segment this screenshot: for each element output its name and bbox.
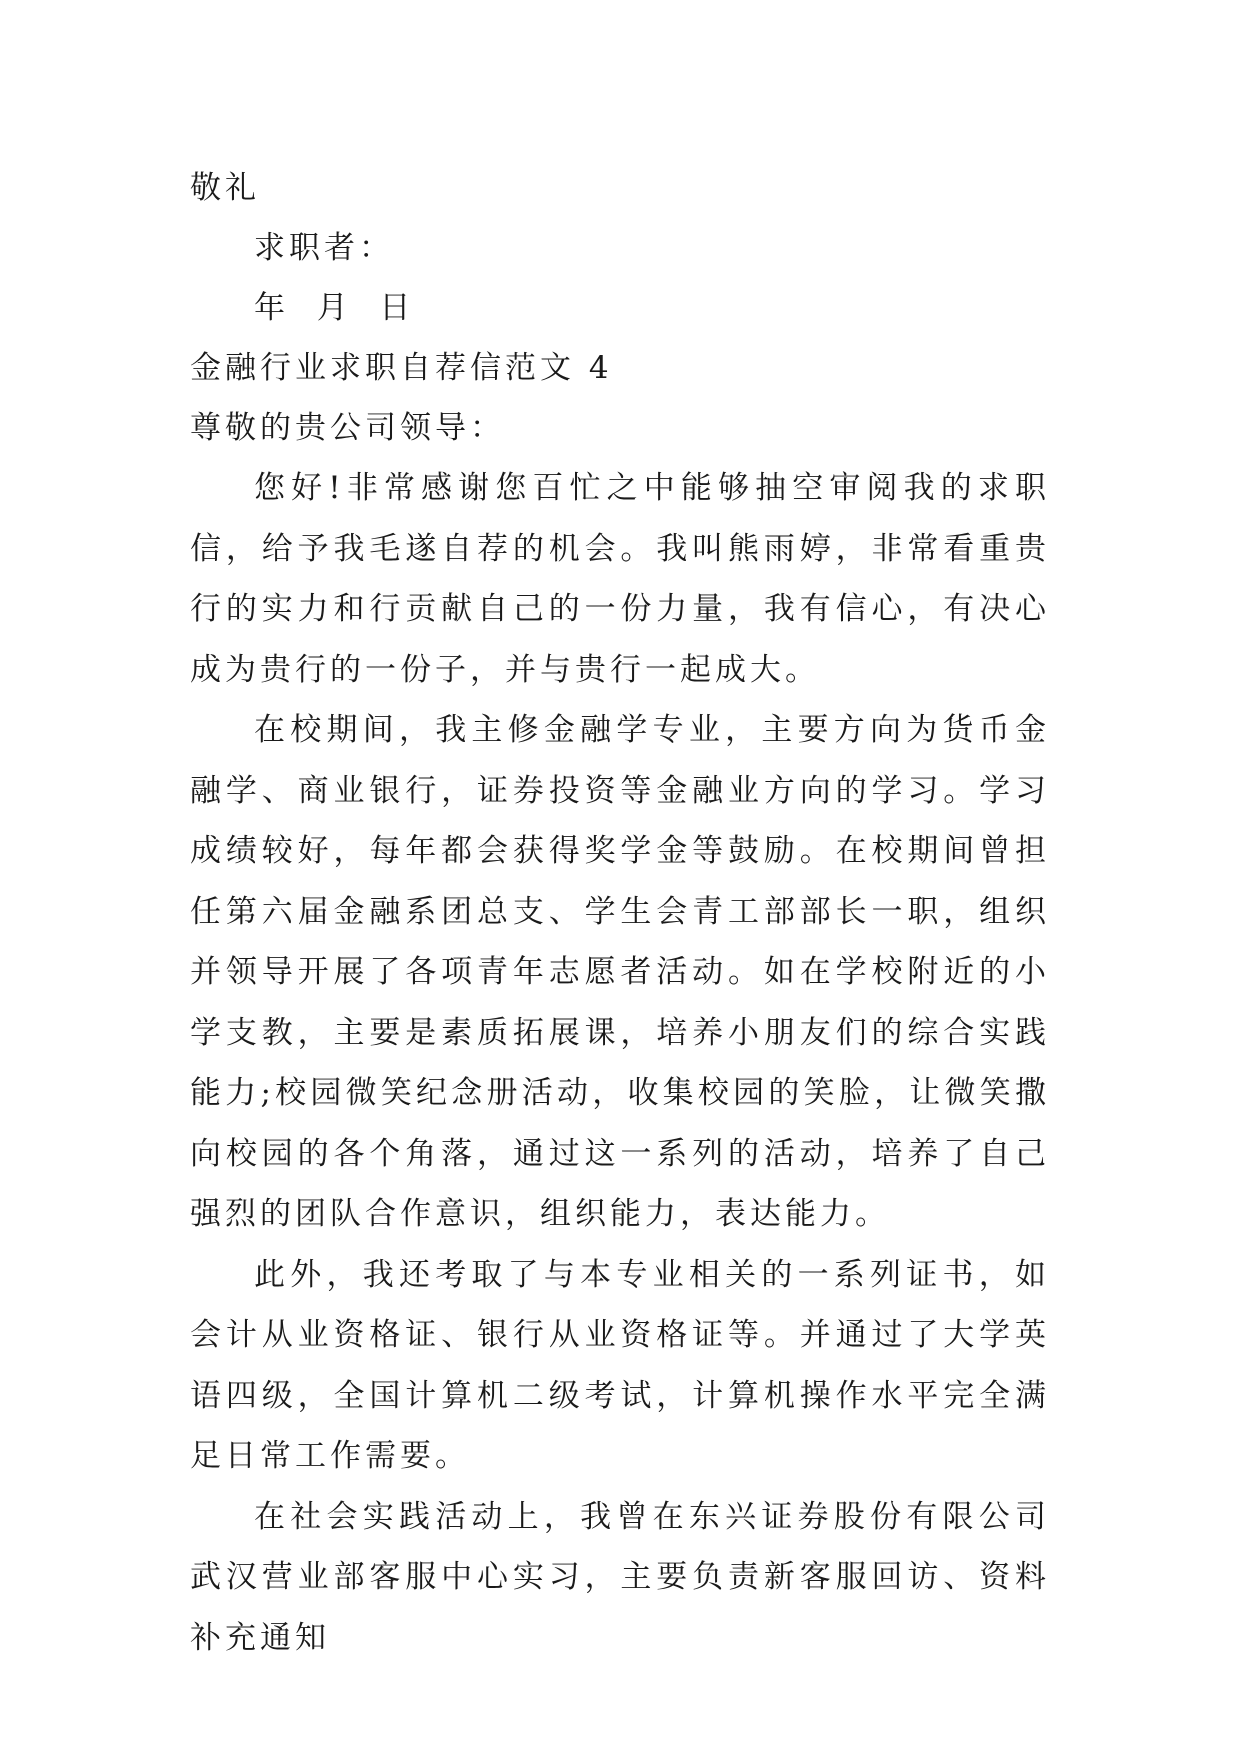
paragraph-certificates: 此外，我还考取了与本专业相关的一系列证书，如会计从业资格证、银行从业资格证等。并通过了大学英语四级，全国计算机二级考试，计算机操作水平完全满足日常工作需要。 (190, 1256, 1050, 1474)
document-body (190, 158, 1050, 1668)
paragraph-practice: 在社会实践活动上，我曾在东兴证券股份有限公司武汉营业部客服中心实习，主要负责新客服回访、资料补充通知 (190, 1498, 1050, 1656)
closing-salutation: 敬礼 (190, 170, 260, 206)
paragraph-education: 在校期间，我主修金融学专业，主要方向为货币金融学、商业银行，证券投资等金融业方向的学习。学习成绩较好，每年都会获得奖学金等鼓励。在校期间曾担任第六届金融系团总支、学生会青工部部长一职，组织并领导开展了各项青年志愿者活动。如在学校附近的小学支教，主要是素质拓展课，培养小朋友们的综合实践能力;校园微笑纪念册活动，收集校园的笑脸，让微笑撒向校园的各个角落，通过这一系列的活动，培养了自己强烈的团队合作意识，组织能力，表达能力。 (190, 712, 1050, 1232)
letter-title: 金融行业求职自荐信范文 4 (190, 350, 613, 386)
letter-greeting: 尊敬的贵公司领导： (190, 410, 505, 446)
applicant-signature: 求职者： (254, 230, 394, 266)
paragraph-introduction: 您好!非常感谢您百忙之中能够抽空审阅我的求职信，给予我毛遂自荐的机会。我叫熊雨婷，非常看重贵行的实力和行贡献自己的一份力量，我有信心，有决心成为贵行的一份子，并与贵行一起成大。 (190, 470, 1050, 688)
signature-date: 年 月 日 (254, 290, 415, 326)
